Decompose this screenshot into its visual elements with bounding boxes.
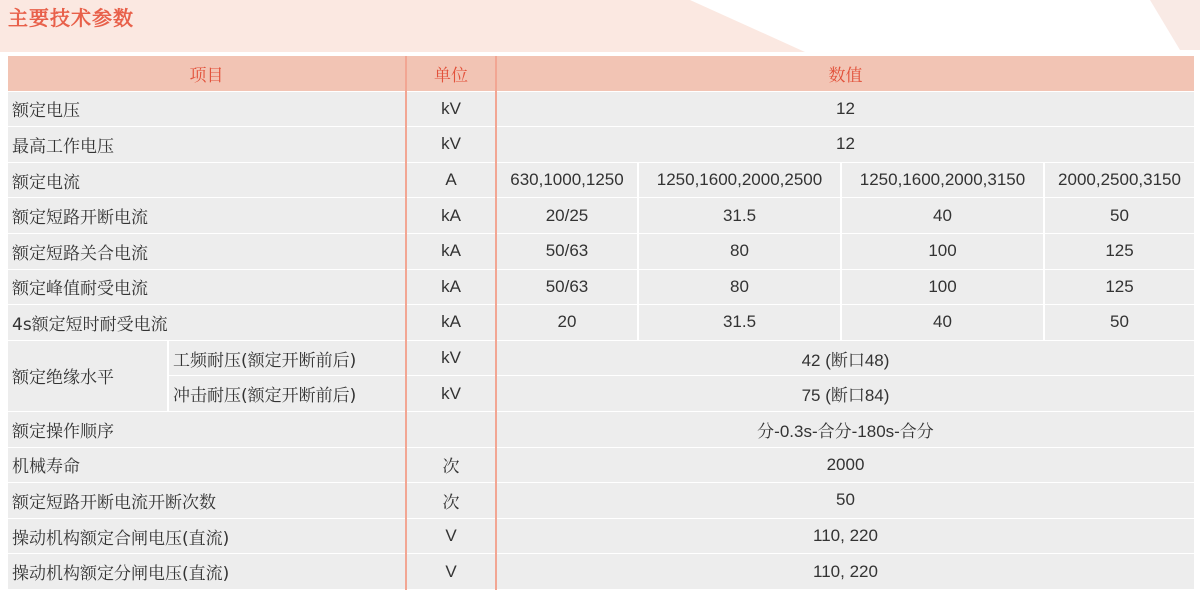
row-value: 50 [1044,198,1194,234]
table-row [8,198,1194,234]
table-row [8,162,1194,198]
row-value: 630,1000,1250 [496,162,638,198]
table-row [8,411,1194,447]
table-row [8,376,1194,412]
spec-table [8,56,1194,590]
row-item: 机械寿命 [8,447,406,483]
table-row [8,518,1194,554]
row-item: 工频耐压(额定开断前后) [168,340,406,376]
row-item: 冲击耐压(额定开断前后) [168,376,406,412]
row-value: 100 [841,233,1044,269]
header-unit: 单位 [406,56,496,91]
row-value: 20 [496,305,638,341]
row-value: 110, 220 [496,518,1194,554]
row-item: 操动机构额定合闸电压(直流) [8,518,406,554]
row-unit: A [406,162,496,198]
row-unit [406,411,496,447]
page-title: 主要技术参数 [8,6,134,30]
row-item: 额定电压 [8,91,406,127]
row-value: 100 [841,269,1044,305]
row-item: 额定短路开断电流 [8,198,406,234]
table-row [8,127,1194,163]
row-value: 110, 220 [496,554,1194,590]
row-value: 31.5 [638,198,841,234]
row-item: 额定短路关合电流 [8,233,406,269]
row-item: 额定峰值耐受电流 [8,269,406,305]
row-value: 20/25 [496,198,638,234]
row-value: 80 [638,269,841,305]
row-value: 75 (断口84) [496,376,1194,412]
row-value: 2000,2500,3150 [1044,162,1194,198]
row-unit: V [406,554,496,590]
table-row [8,447,1194,483]
table-row [8,233,1194,269]
row-unit: 次 [406,483,496,519]
row-item: 额定操作顺序 [8,411,406,447]
table-row [8,305,1194,341]
row-unit: V [406,518,496,554]
row-value: 31.5 [638,305,841,341]
row-item: 4s额定短时耐受电流 [8,305,406,341]
row-unit: kA [406,198,496,234]
row-unit: kV [406,340,496,376]
row-value: 50/63 [496,269,638,305]
table-header-row [8,56,1194,91]
table-row [8,340,1194,376]
row-value: 125 [1044,269,1194,305]
row-unit: kA [406,305,496,341]
row-value: 40 [841,198,1044,234]
row-unit: kV [406,376,496,412]
row-value: 12 [496,91,1194,127]
row-value: 40 [841,305,1044,341]
row-unit: kA [406,269,496,305]
row-unit: kV [406,91,496,127]
row-unit: kV [406,127,496,163]
row-value: 50 [1044,305,1194,341]
header-item: 项目 [8,56,406,91]
row-value: 125 [1044,233,1194,269]
row-value: 1250,1600,2000,3150 [841,162,1044,198]
row-value: 42 (断口48) [496,340,1194,376]
row-unit: kA [406,233,496,269]
row-value: 1250,1600,2000,2500 [638,162,841,198]
table-row [8,554,1194,590]
row-item: 额定电流 [8,162,406,198]
row-value: 80 [638,233,841,269]
table-row [8,483,1194,519]
row-value: 分-0.3s-合分-180s-合分 [496,411,1194,447]
header-value: 数值 [496,56,1194,91]
row-value: 2000 [496,447,1194,483]
table-row [8,269,1194,305]
row-value: 50 [496,483,1194,519]
insulation-label: 额定绝缘水平 [8,340,168,411]
row-item: 操动机构额定分闸电压(直流) [8,554,406,590]
row-value: 12 [496,127,1194,163]
row-item: 额定短路开断电流开断次数 [8,483,406,519]
row-value: 50/63 [496,233,638,269]
row-item: 最高工作电压 [8,127,406,163]
row-unit: 次 [406,447,496,483]
table-row [8,91,1194,127]
